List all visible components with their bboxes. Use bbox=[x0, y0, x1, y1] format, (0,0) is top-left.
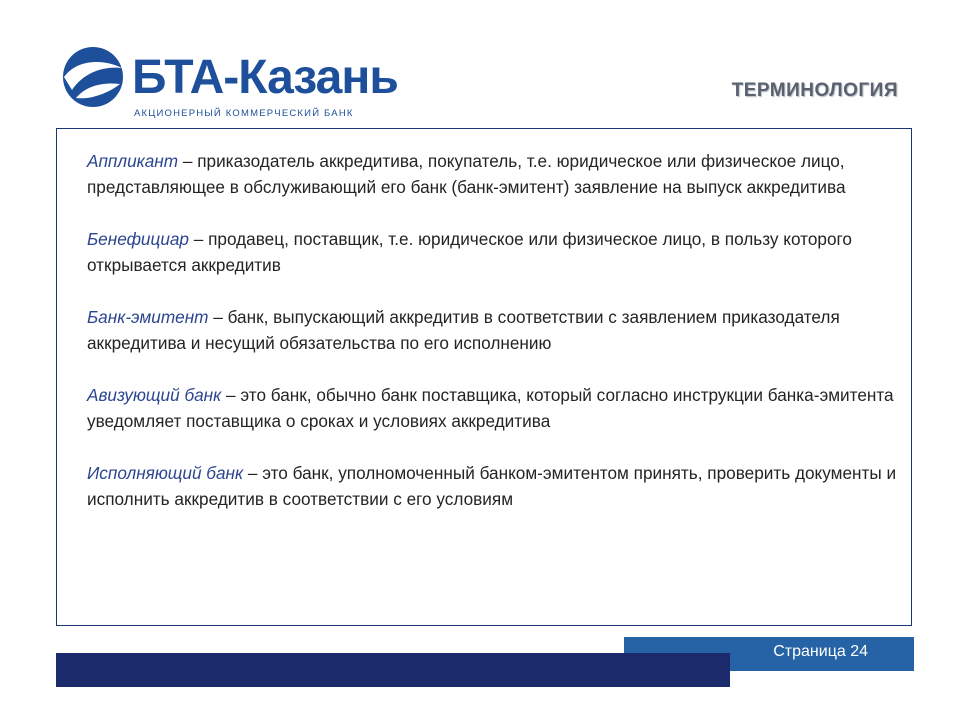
term-nominated-bank bbox=[87, 460, 903, 512]
term-beneficiary bbox=[87, 226, 903, 278]
term-definition: – банк, выпускающий аккредитив в соответствии с заявлением приказодателя аккредитива и несущий обязательства по его исполнению bbox=[87, 307, 840, 353]
bank-logo bbox=[62, 46, 402, 126]
term-definition: – это банк, обычно банк поставщика, который согласно инструкции банка-эмитента уведомляет поставщика о сроках и условиях аккредитива bbox=[87, 385, 894, 431]
page-number: Страница 24 bbox=[773, 643, 868, 660]
footer-bar bbox=[56, 653, 730, 687]
term-name: Аппликант bbox=[87, 151, 179, 171]
logo-subtitle: АКЦИОНЕРНЫЙ КОММЕРЧЕСКИЙ БАНК bbox=[134, 108, 354, 119]
bank-logo-icon bbox=[62, 46, 124, 108]
terms-list bbox=[87, 148, 903, 512]
term-issuing-bank bbox=[87, 304, 903, 356]
section-title: ТЕРМИНОЛОГИЯ bbox=[731, 80, 898, 101]
logo-name: БТА-Казань bbox=[132, 51, 398, 104]
term-applicant bbox=[87, 148, 903, 200]
term-name: Авизующий банк bbox=[87, 385, 222, 405]
term-name: Исполняющий банк bbox=[87, 463, 244, 483]
term-advising-bank bbox=[87, 382, 903, 434]
term-definition: – продавец, поставщик, т.е. юридическое или физическое лицо, в пользу которого открывается аккредитив bbox=[87, 229, 852, 275]
term-definition: – приказодатель аккредитива, покупатель, т.е. юридическое или физическое лицо, представляющее в обслуживающий его банк (банк-эмитент) заявление на выпуск аккредитива bbox=[87, 151, 846, 197]
term-definition: – это банк, уполномоченный банком-эмитентом принять, проверить документы и исполнить аккредитив в соответствии с его условиям bbox=[87, 463, 897, 509]
terms-box bbox=[56, 128, 912, 626]
term-name: Банк-эмитент bbox=[87, 307, 209, 327]
term-name: Бенефициар bbox=[87, 229, 189, 249]
